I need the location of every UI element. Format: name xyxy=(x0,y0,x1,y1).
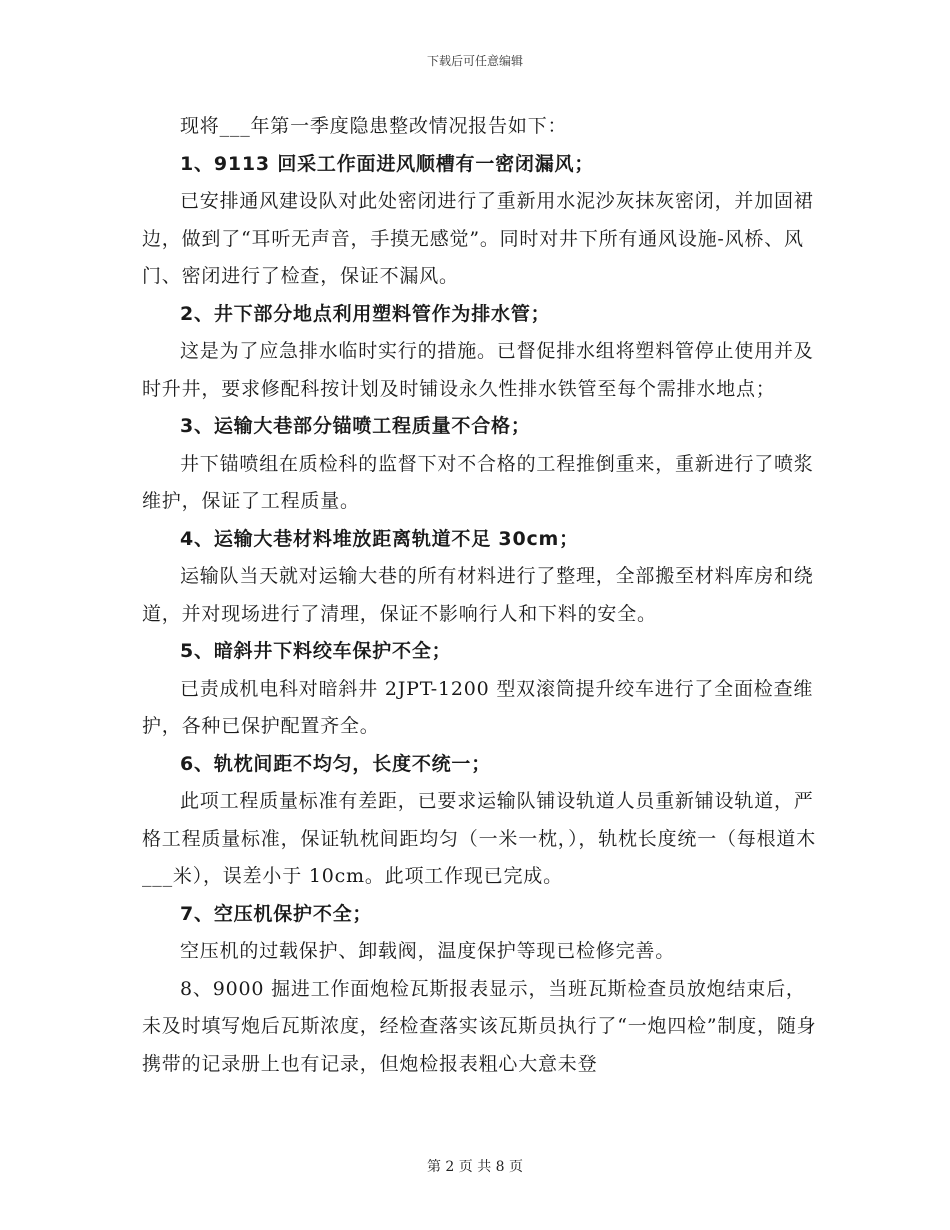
item-heading-4: 4、运输大巷材料堆放距离轨道不足 30cm； xyxy=(180,527,579,550)
item-body-6: 此项工程质量标准有差距，已要求运输队铺设轨道人员重新铺设轨道，严格工程质量标准，保证轨枕间距均匀（一米一枕，），轨枕长度统一（每根道木___米），误差小于 10cm。此项工作现已完成。 xyxy=(142,790,817,887)
item-body-3: 井下锚喷组在质检科的监督下对不合格的工程推倒重来，重新进行了喷浆维护，保证了工程质量。 xyxy=(142,452,814,512)
page-header: 下载后可任意编辑 xyxy=(426,54,523,68)
item-body-4: 运输队当天就对运输大巷的所有材料进行了整理，全部搬至材料库房和绕道，并对现场进行了清理，保证不影响行人和下料的安全。 xyxy=(142,565,814,625)
item-body-1: 已安排通风建设队对此处密闭进行了重新用水泥沙灰抹灰密闭，并加固裙边，做到了“耳听无声音，手摸无感觉”。同时对井下所有通风设施-风桥、风门、密闭进行了检查，保证不漏风。 xyxy=(142,190,814,287)
item-heading-5: 5、暗斜井下料绞车保护不全； xyxy=(180,640,452,662)
item-body-8: 8、9000 掘进工作面炮检瓦斯报表显示，当班瓦斯检查员放炮结束后，未及时填写炮后瓦斯浓度，经检查落实该瓦斯员执行了“一炮四检”制度，随身携带的记录册上也有记录，但炮检报表粗心大意未登 xyxy=(142,977,817,1075)
intro-paragraph: 现将___年第一季度隐患整改情况报告如下： xyxy=(180,115,568,137)
item-body-7: 空压机的过载保护、卸载阀，温度保护等现已检修完善。 xyxy=(180,940,676,962)
item-body-5: 已责成机电科对暗斜井 2JPT-1200 型双滚筒提升绞车进行了全面检查维护，各种已保护配置齐全。 xyxy=(142,677,814,737)
item-heading-6: 6、轨枕间距不均匀，长度不统一； xyxy=(180,752,492,775)
item-heading-2: 2、井下部分地点利用塑料管作为排水管； xyxy=(180,302,551,325)
document-body xyxy=(142,108,822,1083)
item-heading-3: 3、运输大巷部分锚喷工程质量不合格； xyxy=(180,415,531,437)
item-heading-1: 1、9113 回采工作面进风顺槽有一密闭漏风； xyxy=(180,152,595,175)
page-number: 第 2 页 共 8 页 xyxy=(426,1159,524,1175)
item-heading-7: 7、空压机保护不全； xyxy=(180,902,373,925)
item-body-2: 这是为了应急排水临时实行的措施。已督促排水组将塑料管停止使用并及时升井，要求修配科按计划及时铺设永久性排水铁管至每个需排水地点； xyxy=(142,340,814,400)
